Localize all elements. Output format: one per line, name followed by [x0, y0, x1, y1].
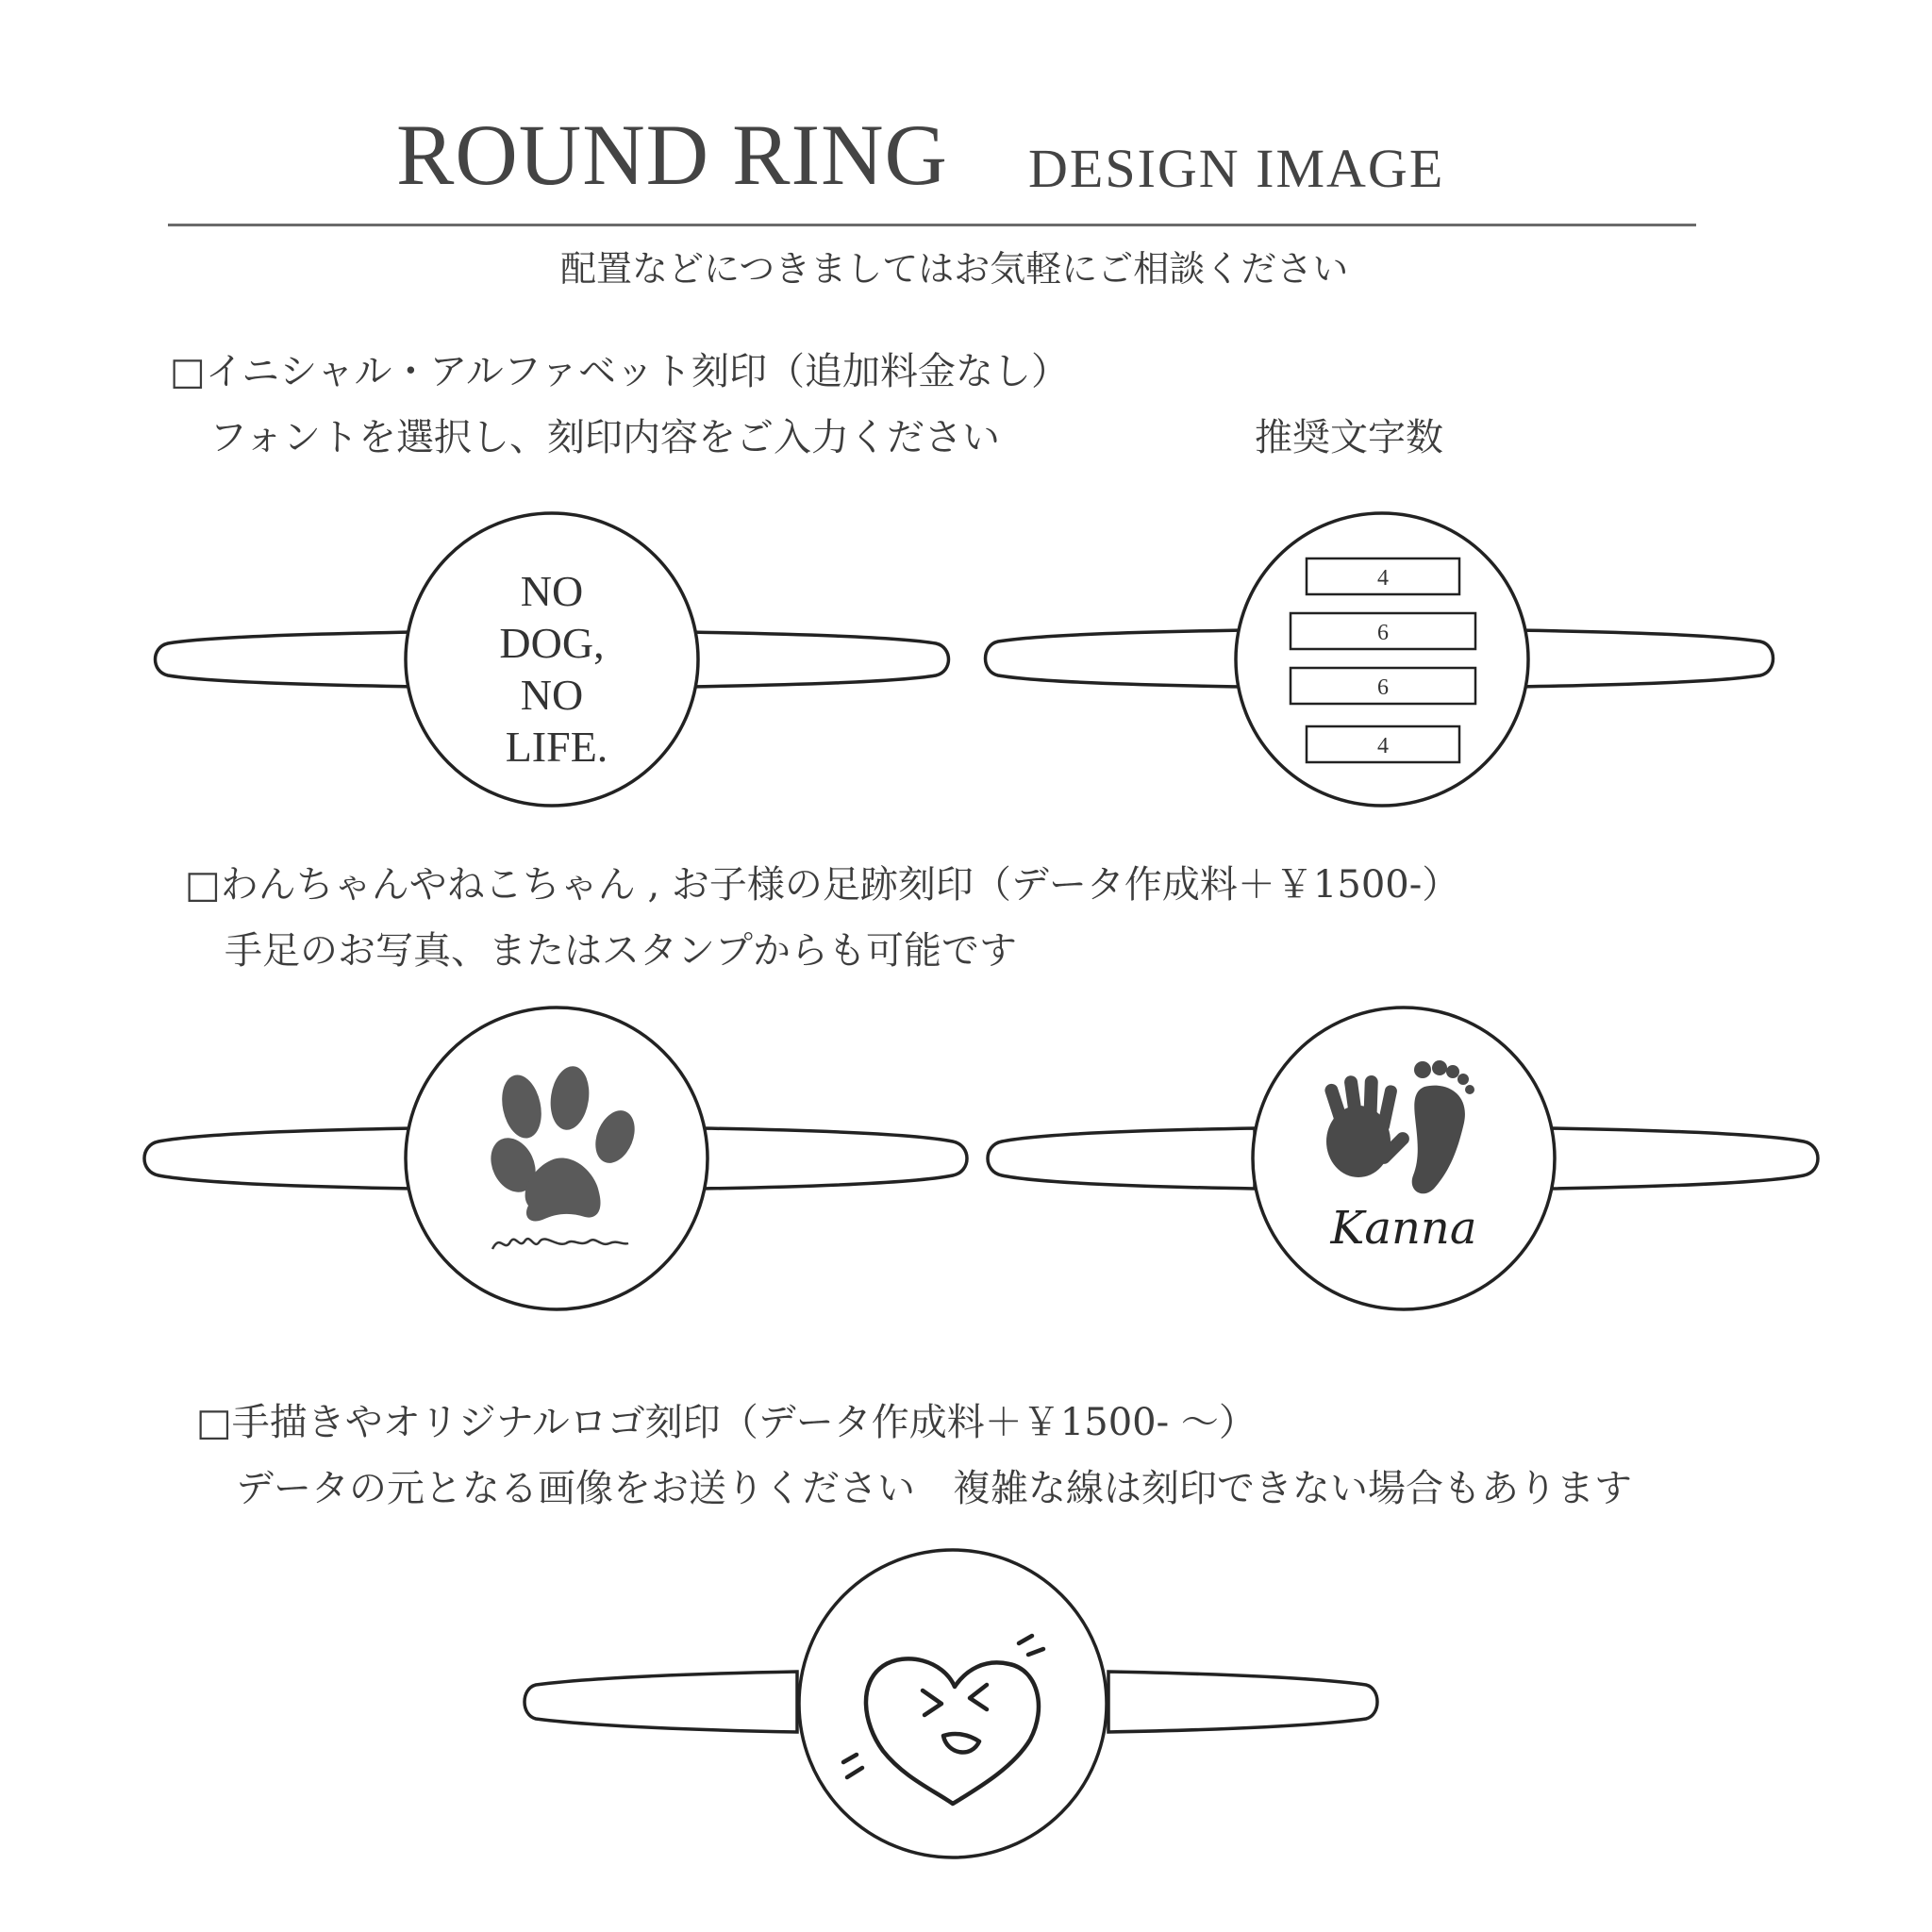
ring-band-right	[1519, 630, 1774, 687]
section3-note: データの元となる画像をお送りください 複雑な線は刻印できない場合もあります	[236, 1467, 1632, 1510]
ring-text-sample	[156, 513, 949, 806]
char-count-1: 4	[1377, 566, 1389, 591]
ring-char-count	[986, 513, 1774, 806]
ring-band-left	[144, 1128, 415, 1189]
child-name: Kanna	[1330, 1202, 1477, 1255]
char-count-3: 6	[1377, 675, 1389, 700]
sample-line-2: DOG,	[499, 619, 605, 667]
page-title: ROUND RING	[396, 107, 948, 203]
char-count-2: 6	[1377, 621, 1389, 645]
sample-line-3: NO	[520, 671, 584, 719]
sample-line-4: LIFE.	[505, 723, 608, 771]
ring-hand-foot-print	[988, 1008, 1818, 1309]
consult-note: 配置などにつきましてはお気軽にご相談ください	[560, 248, 1349, 290]
ring-band-left	[156, 632, 416, 687]
ring-band-right	[703, 1128, 967, 1189]
ring-original-logo	[525, 1550, 1377, 1857]
section2-heading: □わんちゃんやねこちゃん , お子様の足跡刻印（データ作成料＋￥1500-）	[185, 863, 1460, 907]
ring-paw-print	[144, 1008, 967, 1309]
section2-note: 手足のお写真、またはスタンプからも可能です	[225, 929, 1017, 973]
char-count-4: 4	[1377, 734, 1389, 758]
section3-heading: □手描きやオリジナルロゴ刻印（データ作成料＋￥1500- ～）	[196, 1401, 1257, 1444]
ring-band-left	[988, 1128, 1255, 1189]
sample-line-1: NO	[520, 567, 584, 615]
ring-band-right	[689, 632, 949, 687]
ring-band-left	[525, 1672, 797, 1732]
ring-face	[1253, 1008, 1555, 1309]
recommended-char-count-label: 推奨文字数	[1255, 416, 1443, 459]
ring-band-right	[1108, 1672, 1377, 1732]
ring-band-left	[986, 630, 1246, 687]
ring-face	[799, 1550, 1107, 1857]
ring-band-right	[1552, 1128, 1818, 1189]
page-subtitle: DESIGN IMAGE	[1028, 138, 1445, 199]
section1-heading: □イニシャル・アルファベット刻印（追加料金なし）	[170, 350, 1069, 393]
section1-note: フォントを選択し、刻印内容をご入力ください	[209, 416, 1000, 459]
